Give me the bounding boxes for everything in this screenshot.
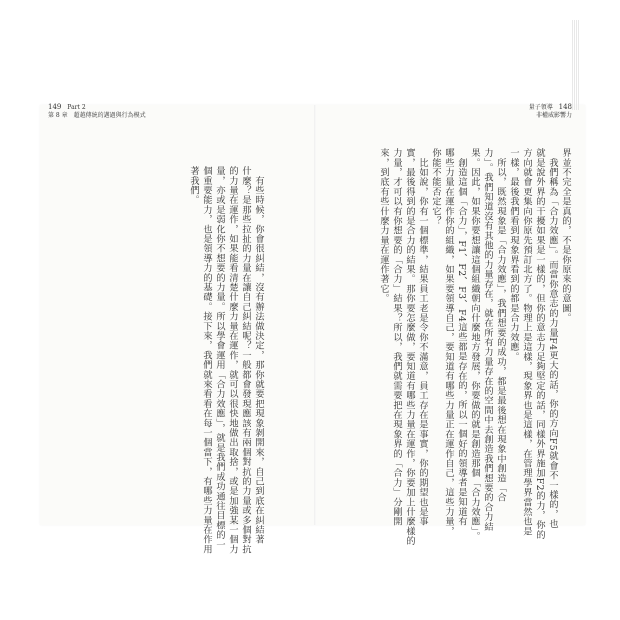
text-column: 有些時候，你會很糾結，沒有辦法做決定，那你就要把現象剝開來，自己到底在糾結著 — [253, 166, 264, 545]
text-column: 哪些力量在運作你的組織，如果要領導自己，要知道有哪些力量正在運作自己，這些力量， — [443, 148, 454, 536]
text-column: 實，最後得到的是合力的結果。那你要怎麼做，要知道有哪些力量在運作，你要加上什麼樣的 — [404, 148, 415, 546]
bleed-through-marks — [572, 20, 580, 110]
book-subtitle: 非權威影響力 — [535, 112, 572, 119]
part-label: Part 2 — [67, 104, 86, 111]
book-gutter — [314, 105, 316, 525]
chapter-title: 第 8 章 超越傳統的邁過與行為模式 — [48, 112, 146, 119]
book-title: 量子領導 — [528, 104, 553, 111]
text-column: 一樣，最後我們看到現象界看到的都是合力效應。 — [508, 148, 519, 362]
text-column: 來，到底有些什麼力量在運作著它。 — [378, 148, 389, 304]
text-column: 個重要能力，也是領導力的基礎。接下來，我們就來看看在每一個當下，有哪些力量在作用 — [201, 166, 212, 554]
text-column: 界並不完全是真的，不是你原來的意圖。 — [560, 148, 571, 323]
text-column: 比如說，你有一個標準，結果員工老是令你不滿意，員工存在是事實，你的期望也是事 — [417, 148, 428, 527]
text-column: 方向就會更集向你原先預訂北方了。物理上是這樣，現象界也是這樣，在管理學界當然也是 — [521, 148, 532, 536]
text-column: 什麼？是那些拉扯的力量在讓自己糾結呢？一般都會發現應該有兩個對抗的力量或多個對抗 — [240, 166, 251, 554]
text-column: 力量，才可以有你想要的「合力」結果？所以，我們就需要把在現象界的「合力」分剛開 — [391, 148, 402, 527]
text-column: 所以，既然現象是「合力效應」，我們想要的成功，都是最後想在現象中創造「合 — [495, 148, 506, 503]
left-page-body — [187, 166, 265, 554]
text-column: 著我們。 — [188, 166, 199, 205]
left-running-header — [48, 103, 146, 120]
right-page-body — [377, 148, 572, 546]
right-running-header — [529, 103, 572, 120]
left-page-number: 149 — [48, 103, 62, 111]
text-column: 就是說外界的干擾如果是一樣的，但你的意志力足夠堅定的話，同樣外界施加F2的力，你的 — [534, 148, 545, 540]
text-column: 我們稱為「合力效應」。而當你意志的力量F4更大的話，你的方向F5就會不一樣的，也 — [547, 148, 558, 529]
text-column: 的力量在運作，如果能看清楚什麼力量在運作，就可以很快地做出取捨，或是加強某一個力 — [227, 166, 238, 554]
text-column: 果。因此，如果你要想讓這個組織朝向什麼地方發展，你要做的就是創造那個「合力效應」。 — [469, 148, 480, 542]
text-column: 你能不能否定它？ — [430, 148, 441, 226]
right-page-number: 148 — [558, 103, 572, 111]
text-column: 創造這個「合力」，F1、F2、F3、F4這些都是存在的，所以一個好的領導者是知道有 — [456, 148, 467, 527]
text-column: 量，亦或是弱化你不想要的力量。所以學會運用「合力效應」，就是我們成功通往目標的一 — [214, 166, 225, 550]
text-column: 力」。我們知道沒有其他的力量存在，就在所有力量存在的空間中去創造我們想要的合力結 — [482, 148, 493, 532]
